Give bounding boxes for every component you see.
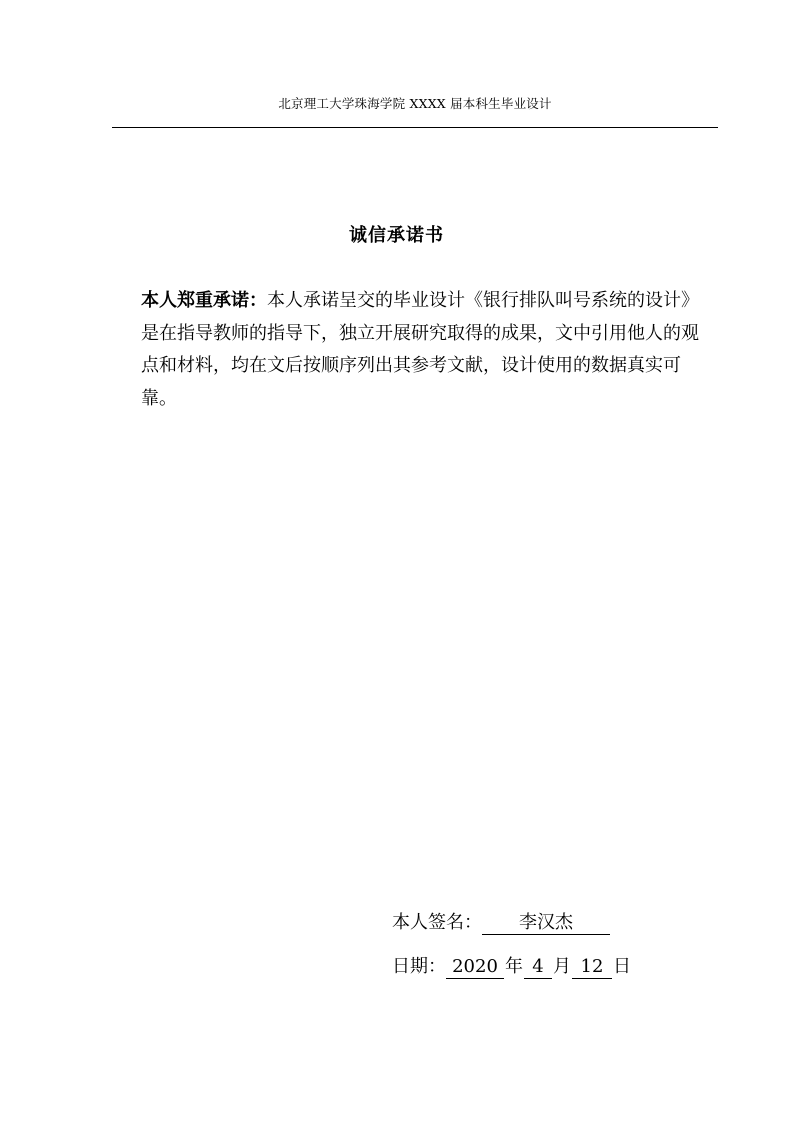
date-day-unit: 日	[613, 956, 631, 977]
header-rule	[112, 127, 718, 128]
statement-lead: 本人郑重承诺：	[141, 290, 267, 311]
date-year-unit: 年	[505, 956, 523, 977]
page-header: 北京理工大学珠海学院 XXXX 届本科生毕业设计	[278, 96, 552, 111]
signature-name: 李汉杰	[482, 912, 610, 935]
date-day: 12	[572, 956, 612, 979]
statement-text: 本人承诺呈交的毕业设计《银行排队叫号系统的设计》是在指导教师的指导下，独立开展研究取得的成果，文中引用他人的观点和材料，均在文后按顺序列出其参考文献，设计使用的数据真实可靠。	[141, 290, 699, 409]
signature-label: 本人签名：	[392, 912, 482, 933]
statement-paragraph	[141, 285, 701, 415]
date-label: 日期：	[392, 956, 446, 977]
date-year: 2020	[446, 956, 504, 979]
document-title: 诚信承诺书	[349, 225, 444, 246]
date-line	[392, 955, 632, 979]
signature-line	[392, 911, 610, 935]
date-month: 4	[524, 956, 552, 979]
date-month-unit: 月	[553, 956, 571, 977]
